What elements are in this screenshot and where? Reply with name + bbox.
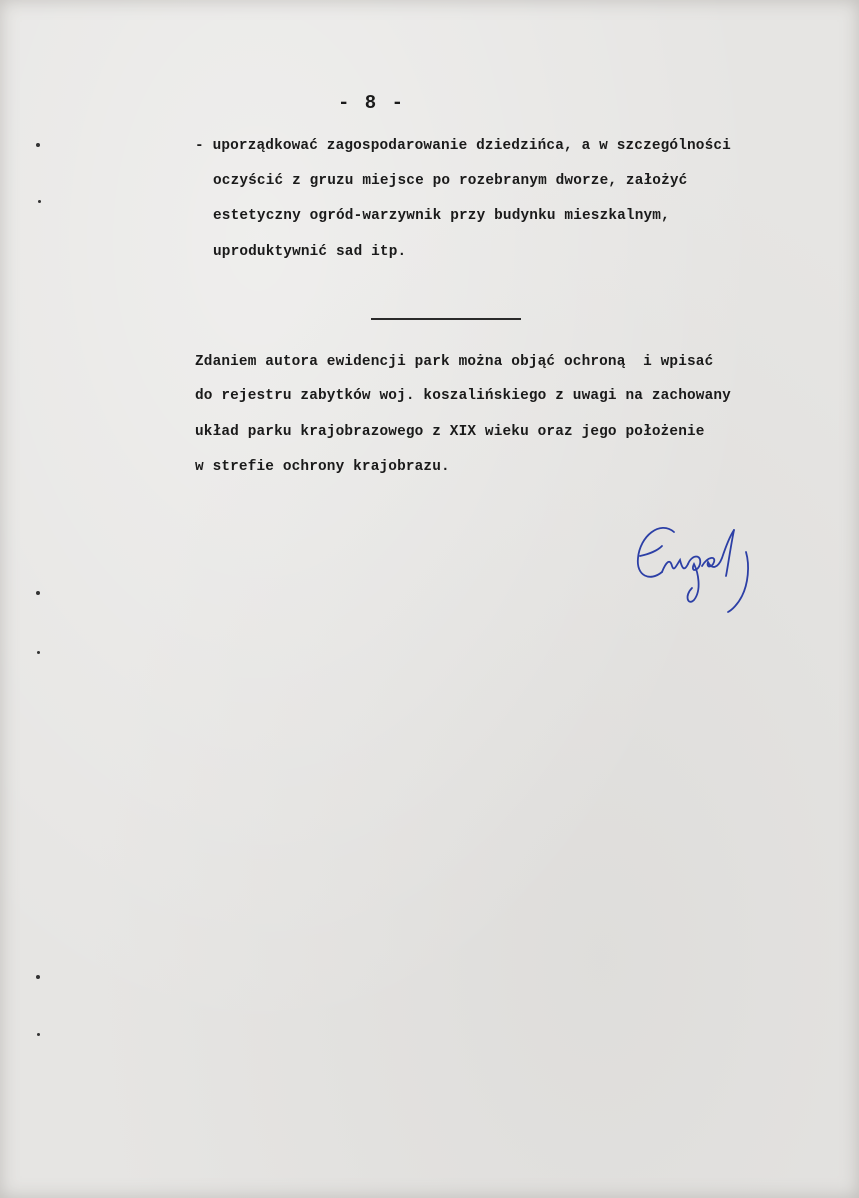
handwritten-signature (632, 510, 782, 620)
page-number: - 8 - (338, 92, 406, 114)
binder-hole-mark (36, 143, 40, 147)
binder-hole-mark (36, 591, 40, 595)
binder-hole-mark (36, 975, 40, 979)
paragraph-line: Zdaniem autora ewidencji park można objąć ochroną i wpisać (195, 354, 714, 370)
list-item-line: estetyczny ogród-warzywnik przy budynku mieszkalnym, (213, 208, 670, 224)
binder-hole-mark (38, 200, 41, 203)
list-item-line: oczyścić z gruzu miejsce po rozebranym dworze, założyć (213, 173, 688, 189)
list-item-line: uproduktywnić sad itp. (213, 244, 407, 260)
section-divider (371, 318, 521, 320)
paragraph-line: układ parku krajobrazowego z XIX wieku oraz jego położenie (195, 424, 705, 440)
paragraph-line: w strefie ochrony krajobrazu. (195, 459, 450, 475)
paragraph-line: do rejestru zabytków woj. koszalińskiego z uwagi na zachowany (195, 388, 731, 404)
binder-hole-mark (37, 1033, 40, 1036)
binder-hole-mark (37, 651, 40, 654)
list-item-line: - uporządkować zagospodarowanie dziedzińca, a w szczególności (195, 138, 731, 154)
